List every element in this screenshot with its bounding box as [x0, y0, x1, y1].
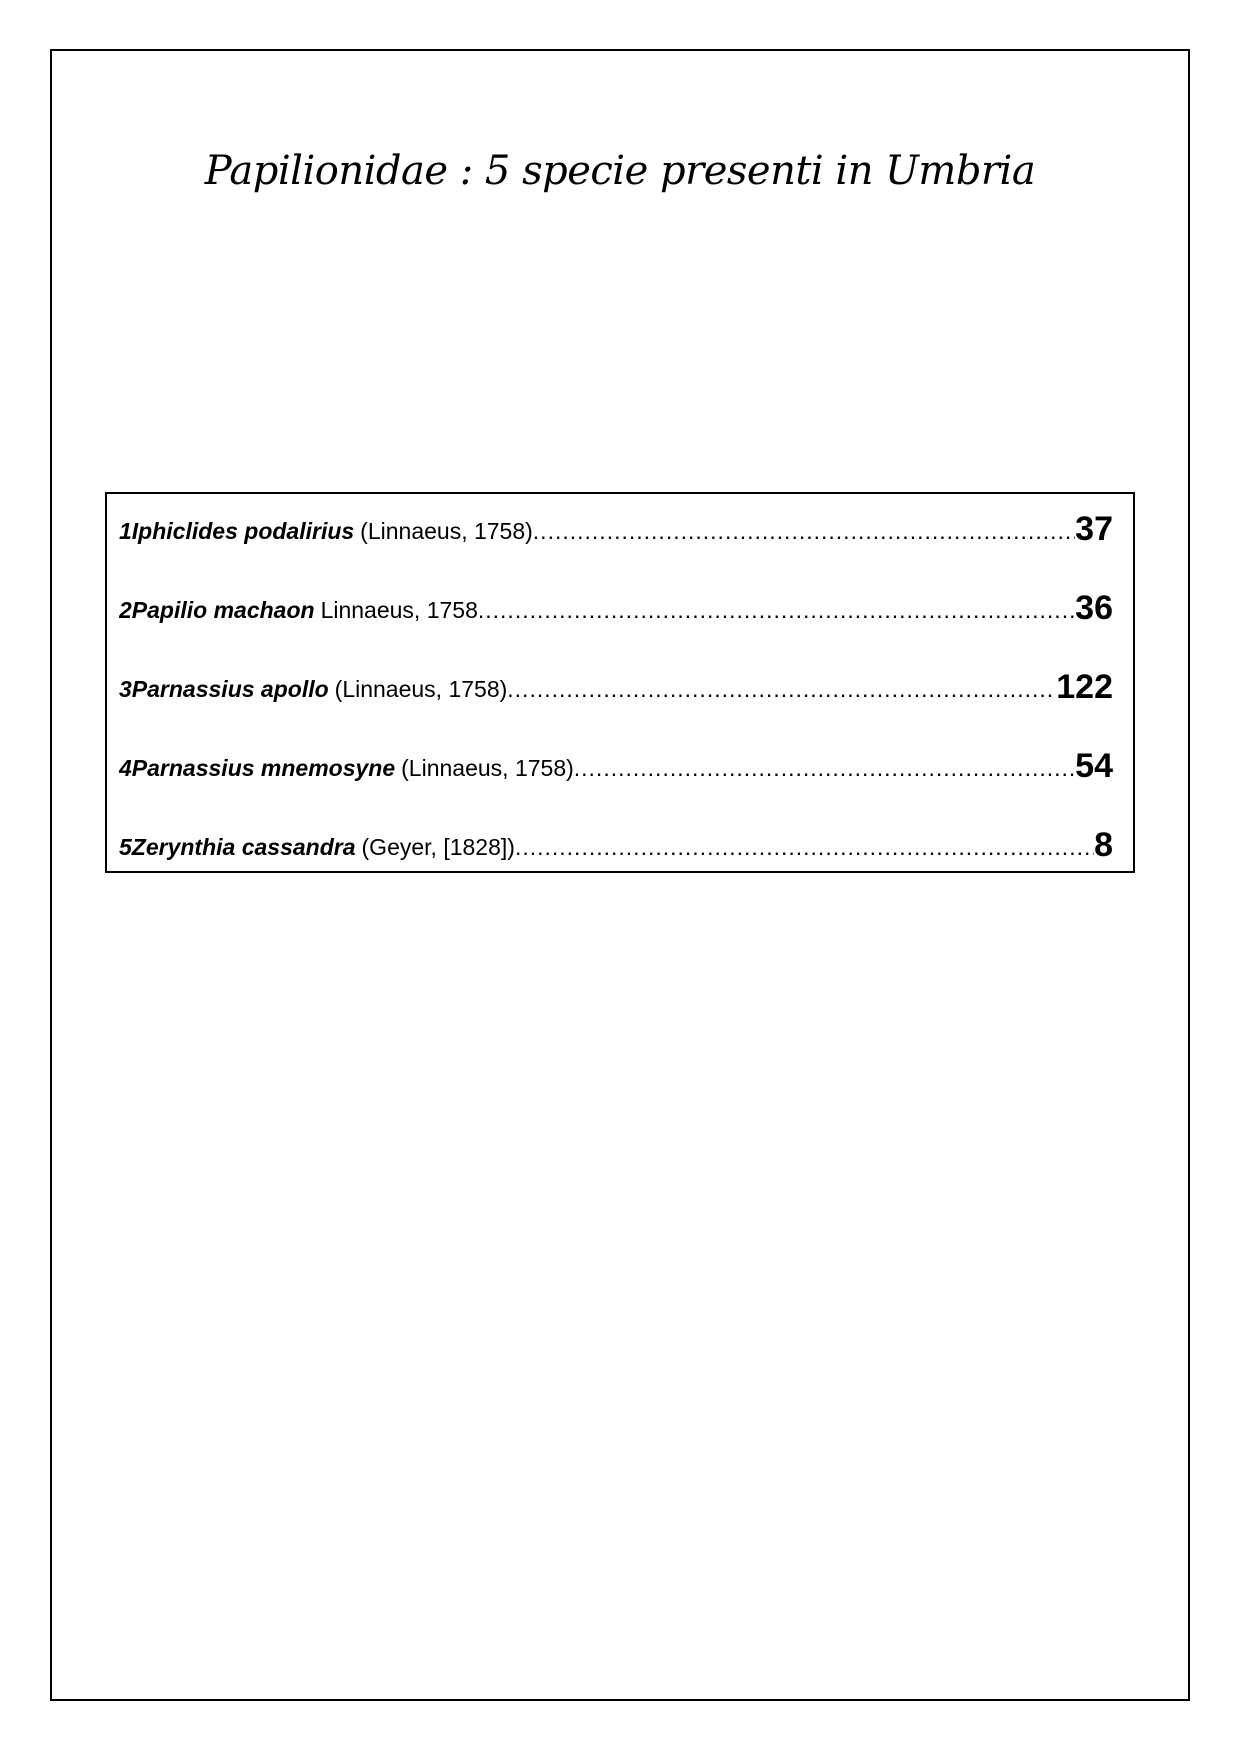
page-number: 122 — [1056, 668, 1113, 704]
page-number: 54 — [1075, 747, 1113, 783]
toc-entry[interactable] — [119, 581, 1113, 625]
entry-number: 4 — [119, 755, 132, 781]
toc-entry[interactable] — [119, 660, 1113, 704]
species-name: Iphiclides podalirius — [131, 518, 355, 544]
species-author: (Linnaeus, 1758) — [360, 518, 533, 544]
species-name: Papilio machaon — [131, 597, 315, 623]
page-title: Papilionidae : 5 specie presenti in Umbria — [204, 148, 1036, 194]
page-number: 8 — [1094, 826, 1113, 862]
toc-entry[interactable] — [119, 739, 1113, 783]
page-number: 36 — [1075, 589, 1113, 625]
dot-leader — [533, 516, 1075, 546]
entry-number: 5 — [119, 834, 132, 860]
page-number: 37 — [1075, 510, 1113, 546]
toc-entry[interactable] — [119, 502, 1113, 546]
dot-leader — [515, 832, 1094, 862]
species-author: (Geyer, [1828]) — [361, 834, 515, 860]
dot-leader — [507, 674, 1056, 704]
species-name: Zerynthia cassandra — [131, 834, 356, 860]
species-name: Parnassius mnemosyne — [131, 755, 396, 781]
dot-leader — [478, 595, 1075, 625]
entry-number: 1 — [119, 518, 132, 544]
species-author: (Linnaeus, 1758) — [401, 755, 574, 781]
species-author: Linnaeus, 1758 — [320, 597, 478, 623]
page-border — [50, 49, 1190, 1701]
dot-leader — [574, 753, 1075, 783]
table-of-contents — [105, 492, 1135, 873]
species-name: Parnassius apollo — [131, 676, 329, 702]
entry-number: 2 — [119, 597, 132, 623]
entry-number: 3 — [119, 676, 132, 702]
toc-entry[interactable] — [119, 818, 1113, 862]
species-author: (Linnaeus, 1758) — [334, 676, 508, 702]
